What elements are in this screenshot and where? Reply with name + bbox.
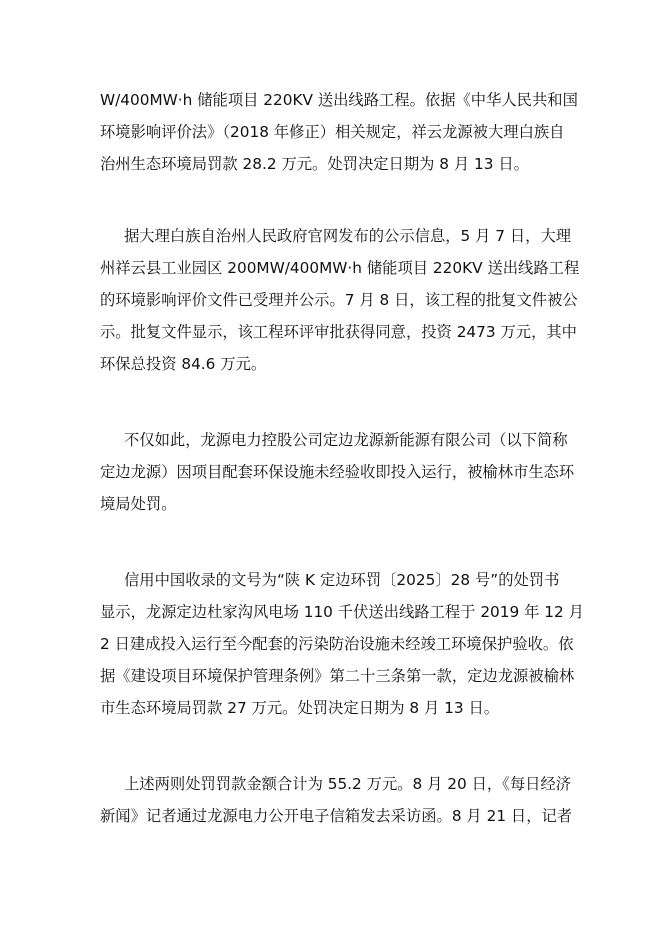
text-line: W/400MW·h 储能项目 220KV 送出线路工程。依据《中华人民共和国 <box>100 91 578 109</box>
text-line: 信用中国收录的文号为“陕 K 定边环罚〔2025〕28 号”的处罚书 <box>124 571 560 589</box>
text-line: 治州生态环境局罚款 28.2 万元。处罚决定日期为 8 月 13 日。 <box>100 155 529 173</box>
paragraph-4 <box>100 564 584 724</box>
text-line: 的环境影响评价文件已受理并公示。7 月 8 日，该工程的批复文件被公 <box>100 291 578 309</box>
text-line: 市生态环境局罚款 27 万元。处罚决定日期为 8 月 13 日。 <box>100 699 500 717</box>
paragraph-5 <box>100 768 573 832</box>
text-line: 显示，龙源定边杜家沟风电场 110 千伏送出线路工程于 2019 年 12 月 <box>100 603 584 621</box>
paragraph-1 <box>100 84 578 180</box>
text-line: 环境影响评价法》（2018 年修正）相关规定，祥云龙源被大理白族自 <box>100 123 565 141</box>
text-line: 据《建设项目环境保护管理条例》第二十三条第一款，定边龙源被榆林 <box>100 667 575 685</box>
text-line: 定边龙源）因项目配套环保设施未经验收即投入运行，被榆林市生态环 <box>100 463 575 481</box>
text-line: 据大理白族自治州人民政府官网发布的公示信息，5 月 7 日，大理 <box>124 227 572 245</box>
text-line: 新闻》记者通过龙源电力公开电子信箱发去采访函。8 月 21 日，记者 <box>100 807 573 825</box>
paragraph-3 <box>100 424 575 520</box>
text-line: 2 日建成投入运行至今配套的污染防治设施未经竣工环境保护验收。依 <box>100 635 574 653</box>
paragraph-2 <box>100 220 580 380</box>
text-line: 上述两则处罚罚款金额合计为 55.2 万元。8 月 20 日，《每日经济 <box>124 775 572 793</box>
text-line: 境局处罚。 <box>100 495 177 513</box>
text-line: 环保总投资 84.6 万元。 <box>100 355 267 373</box>
text-line: 州祥云县工业园区 200MW/400MW·h 储能项目 220KV 送出线路工程 <box>100 259 580 277</box>
text-line: 不仅如此，龙源电力控股公司定边龙源新能源有限公司（以下简称 <box>124 431 568 449</box>
text-line: 示。批复文件显示，该工程环评审批获得同意，投资 2473 万元，其中 <box>100 323 577 341</box>
